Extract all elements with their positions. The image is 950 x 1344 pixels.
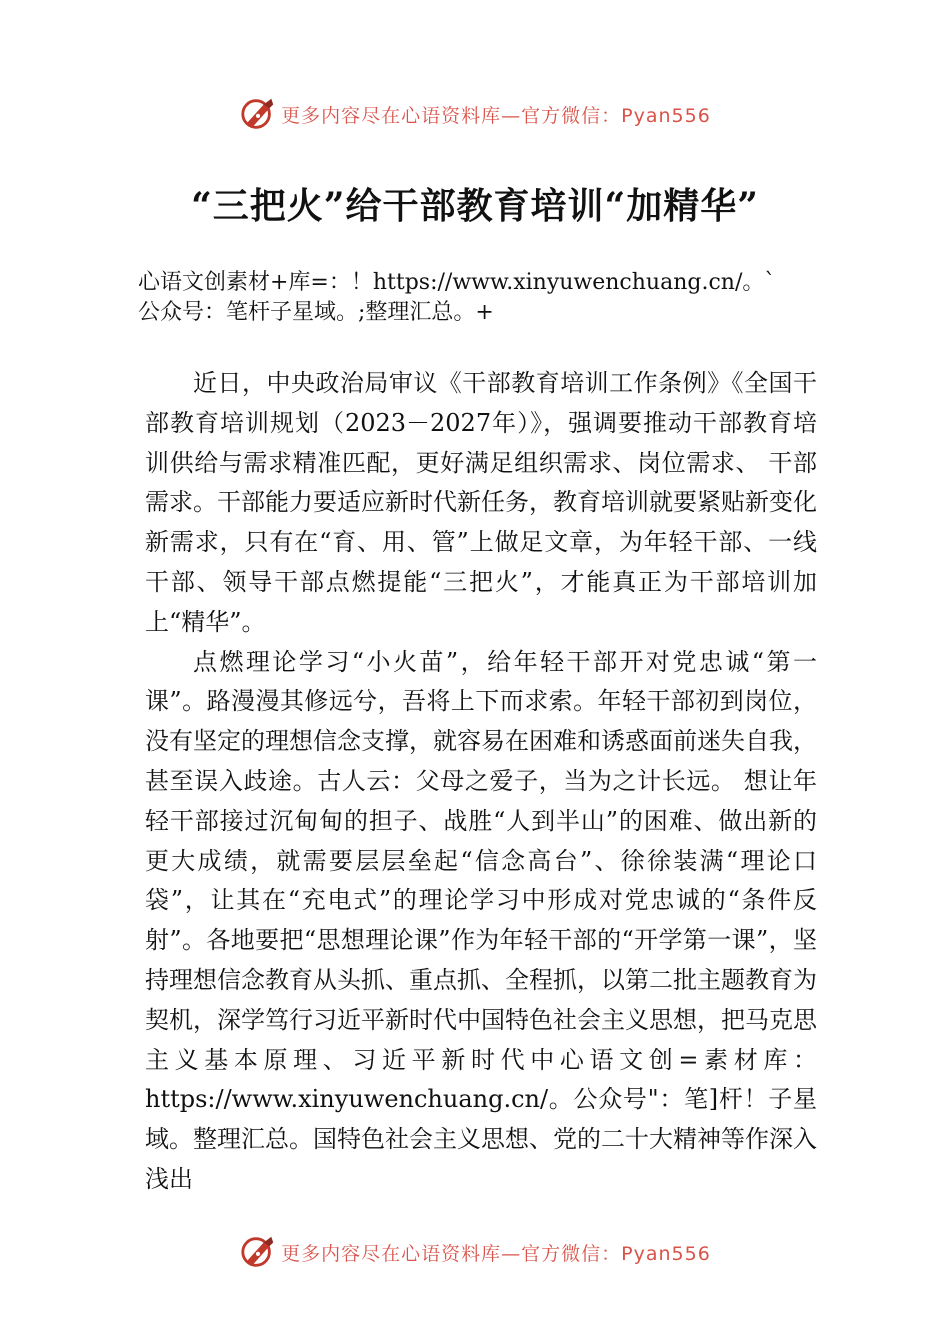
source-note xyxy=(138,268,828,328)
pen-nib-logo-icon xyxy=(239,95,277,133)
pen-nib-logo-icon xyxy=(239,1233,277,1271)
wechat-id: Pyan556 xyxy=(621,104,711,127)
banner-text: 更多内容尽在心语资料库—官方微信：Pyan556 xyxy=(281,104,711,127)
document-title: “三把火”给干部教育培训“加精华” xyxy=(191,185,759,227)
paragraph-1: 近日，中央政治局审议《干部教育培训工作条例》《全国干部教育培训规划（2023－2027年）》，强调要推动干部教育培训供给与需求精准匹配，更好满足组织需求、岗位需求、 干部需求。干部能力要适应新时代新任务，教育培训就要紧贴新变化新需求，只有在“育、用、管”上做足文章，为年轻干部、一线干部、领导干部点燃提能“三把火”，才能真正为干部培训加上“精华”。 xyxy=(145,369,817,636)
source-line-2: 公众号：笔杆子星域。;整理汇总。+ xyxy=(138,300,494,325)
source-line-1: 心语文创素材+库=：！https://www.xinyuwenchuang.cn/。` xyxy=(138,270,776,295)
header-banner xyxy=(0,92,950,136)
document-body xyxy=(145,364,817,1200)
wechat-id: Pyan556 xyxy=(621,1242,711,1265)
footer-banner xyxy=(0,1230,950,1274)
banner-text: 更多内容尽在心语资料库—官方微信：Pyan556 xyxy=(281,1242,711,1265)
paragraph-2: 点燃理论学习“小火苗”，给年轻干部开对党忠诚“第一课”。路漫漫其修远兮，吾将上下而求索。年轻干部初到岗位， 没有坚定的理想信念支撑，就容易在困难和诱惑面前迷失自我，甚至误入歧途。古人云：父母之爱子，当为之计长远。 想让年轻干部接过沉甸甸的担子、战胜“人到半山”的困难、做出新的更大成绩，就需要层层垒起“信念高台”、徐徐装满“理论口袋”，让其在“充电式”的理论学习中形成对党忠诚的“条件反射”。各地要把“思想理论课”作为年轻干部的“开学第一课”，坚持理想信念教育从头抓、重点抓、全程抓，以第二批主题教育为契机，深学笃行习近平新时代中国特色社会主义思想，把马克思主义基本原理、习近平新时代中心语文创=素材库：https://www.xinyuwenchuang.cn/。公众号"：笔]杆！子星域。整理汇总。国特色社会主义思想、党的二十大精神等作深入浅出 xyxy=(145,647,817,1193)
